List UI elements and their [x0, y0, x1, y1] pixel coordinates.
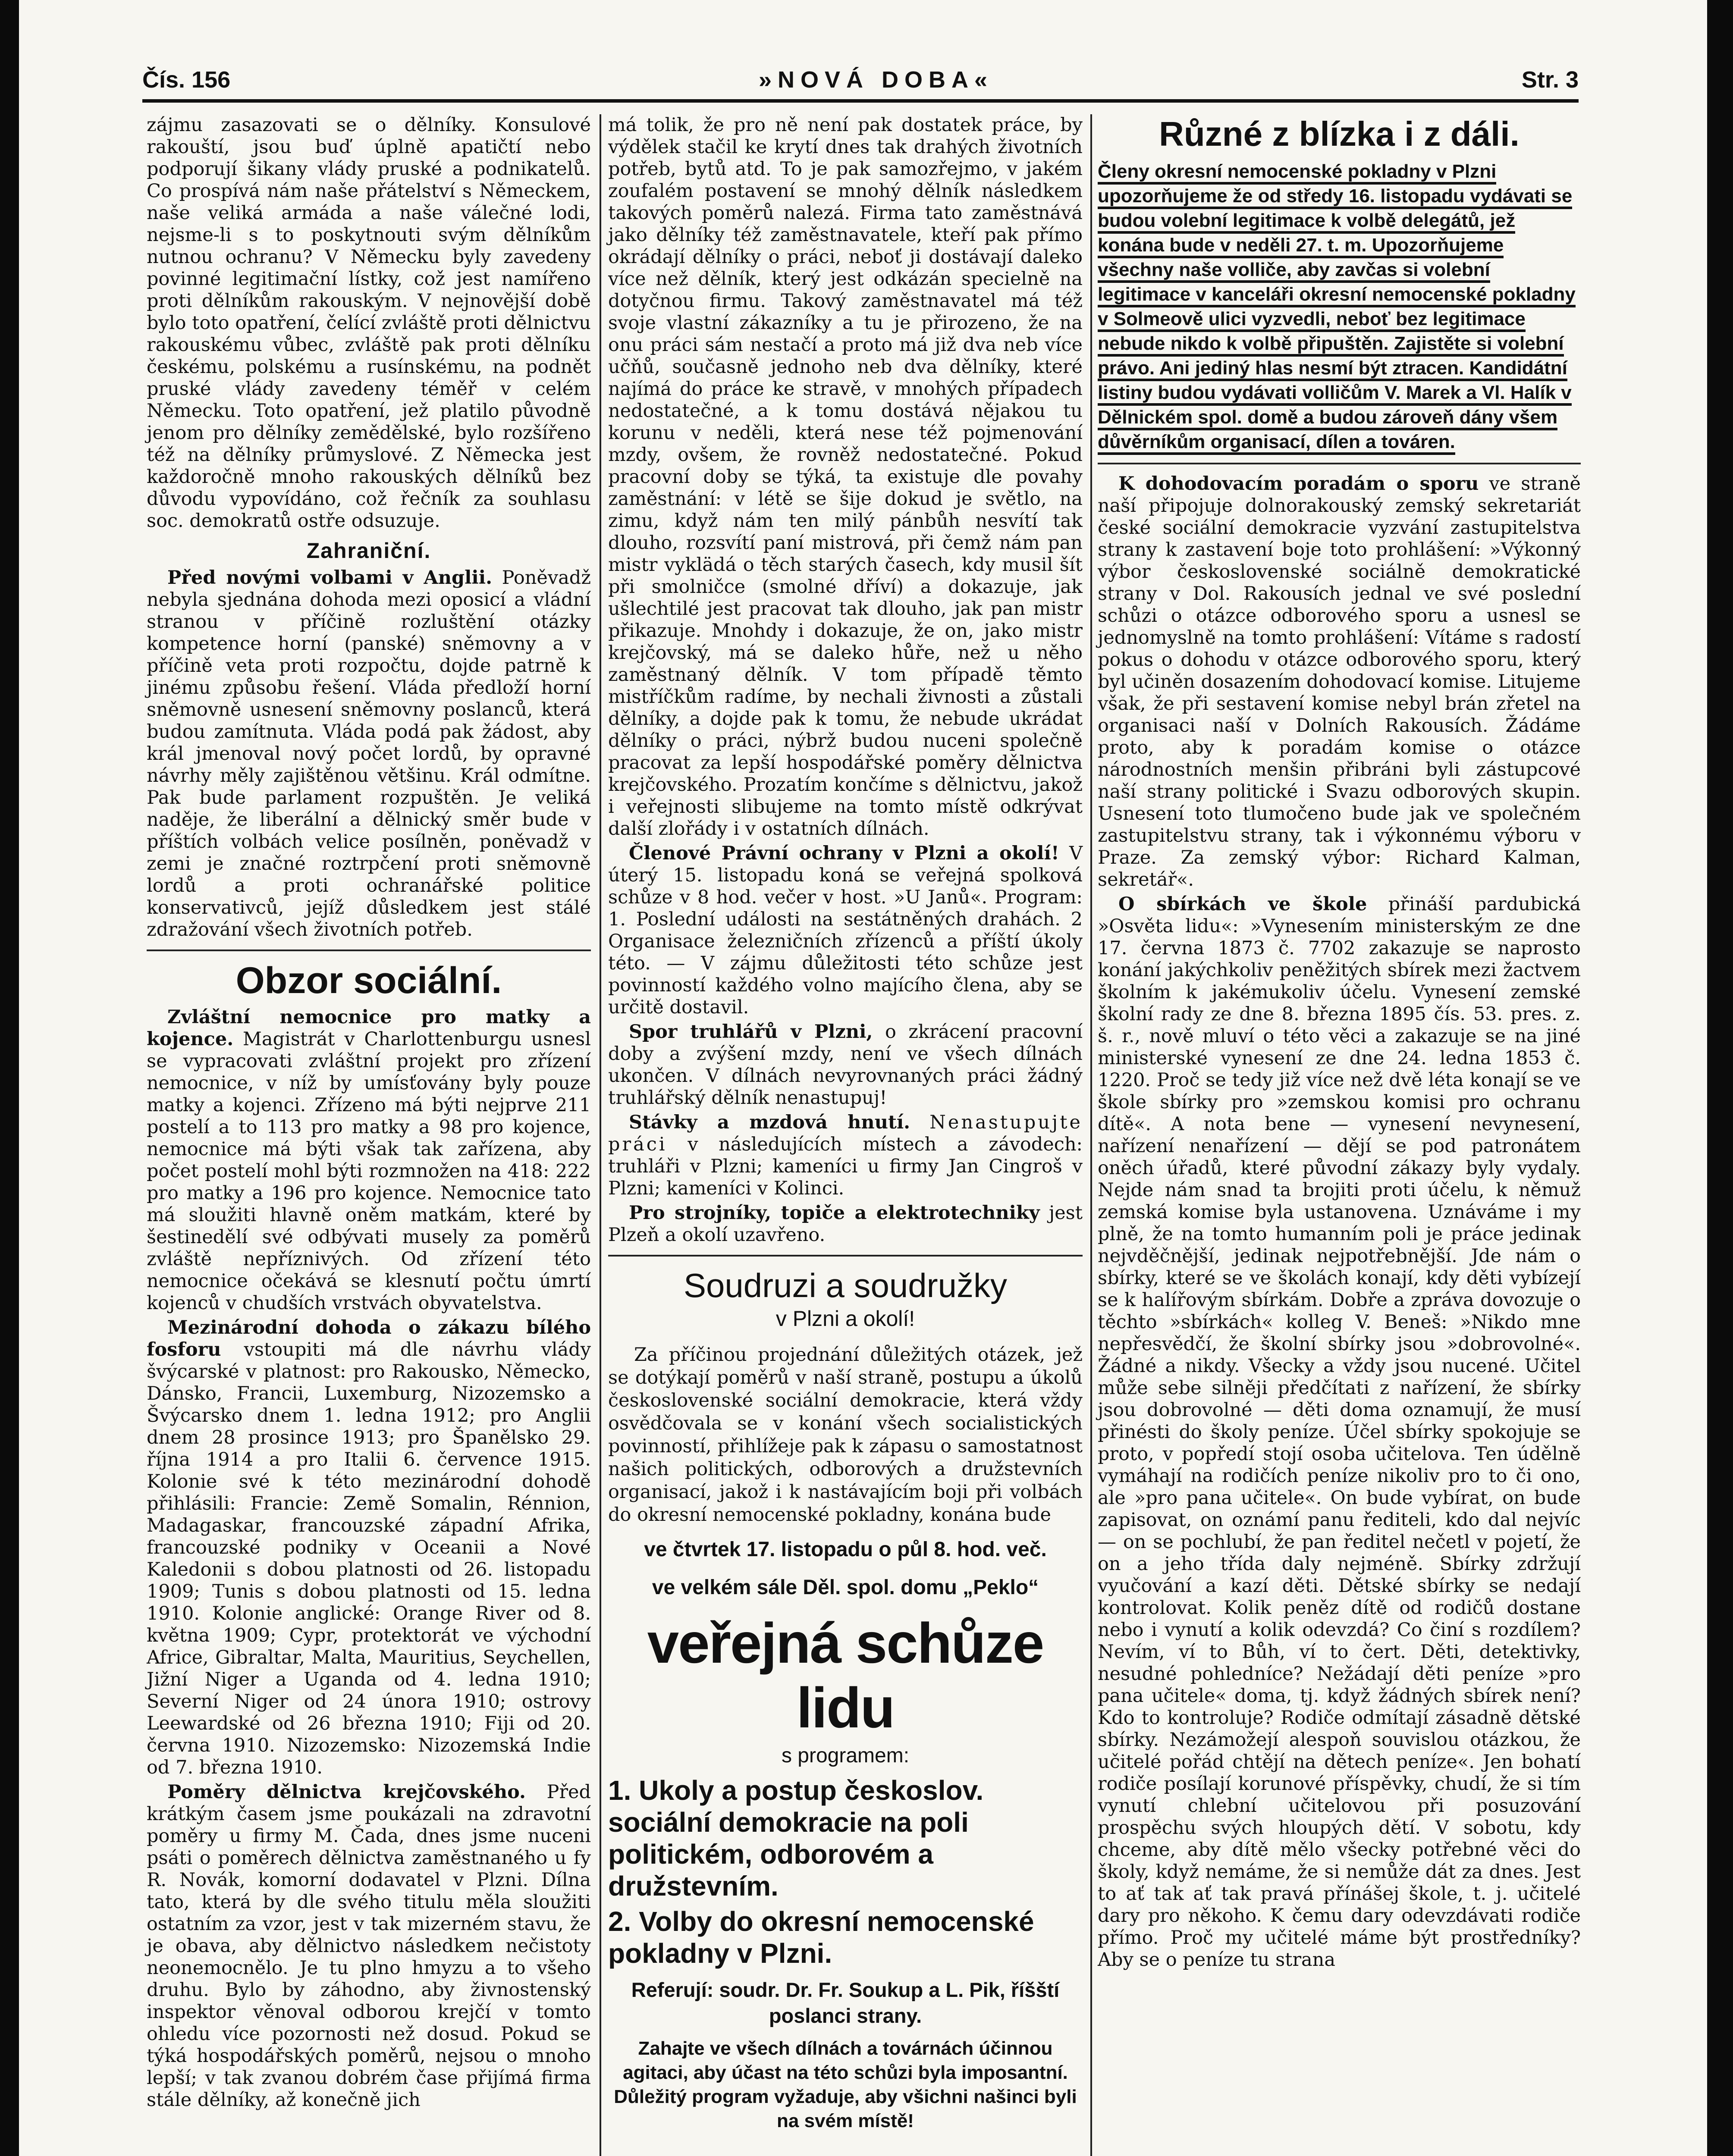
article-lead: O sbírkách ve škole — [1118, 893, 1367, 915]
ad-program-item: 1. Ukoly a postup českoslov. sociální demokracie na poli politickém, odborovém a družstevním. — [608, 1775, 984, 1902]
article-paragraph — [147, 1006, 591, 1314]
article-lead: Zvláštní nemocnice pro matky a kojence. — [147, 1006, 591, 1050]
page-side-number: Str. 3 — [1521, 67, 1579, 93]
notice-text: upozorňujeme že od středy 16. listopadu vydávati se budou volební legitimace k volbě delegátů, jež konána bude v neděli 27. t. m. Upozorňujeme všechny naše volliče, aby zavčas si volební legitimace v kanceláři okresní nemocenské pokladny v Solmeově ulici vyzvedli, neboť bez legitimace nebude nikdo k volbě připuštěn. Zajistěte si volební právo. Ani jediný hlas nesmí být ztracen. Kandidátní listiny budou vydávati volličům V. Marek a Vl. Halík v Dělnickém spol. domě a budou zároveň dány všem důvěrníkům organisací, dílen a továren. — [1098, 185, 1576, 455]
ad-body: Za příčinou projednání důležitých otázek, jež se dotýkají poměrů v naší straně, postupu a úkolů československé sociální demokracie, která vždy osvědčovala se v konání všech socialistických povinností, přihlížeje pak k zápasu o samostatnost našich politických, odborových a družstevních organisací, jakož i k nastávajícím boji při volbách do okresní nemocenské pokladny, konána bude — [608, 1344, 1083, 1526]
ad-subtitle: v Plzni a okolí! — [775, 1307, 915, 1331]
article-paragraph — [608, 1202, 1083, 1246]
article-text: ve straně naší připojuje dolnorakouský zemský sekretariát české sociální demokracie vyzvání zastupitelstva strany k zastavení boje toto prohlášení: »Výkonný výbor československé sociálně demokratické strany v Dol. Rakousích jednal ve své poslední schůzi o otázce odborového sporu a usnesl se jednomyslně na tomto prohlášení: Vítáme s radostí pokus o dohodu v otázce odborového sporu, který byl učiněn dosazením dohodovací komise. Litujeme však, že při sestavení komise nebyl brán zřetel na organisaci naší v Dolních Rakousích. Žádáme proto, aby k poradám komise o otázce národnostních menšin přibráni byli zástupcové naší strany politické i Svazu odborových skupin. Usnesení toto tlumočeno bude jak ve společném zastupitelstvu strany, tak i výkonnému výboru v Praze. Za zemský výbor: Richard Kalman, sekretář«. — [1098, 473, 1581, 890]
article-lead: Členové Právní ochrany v Plzni a okolí! — [629, 843, 1059, 864]
article-lead: Před novými volbami v Anglii. — [167, 567, 493, 589]
ad-program-label: s programem: — [781, 1744, 910, 1767]
article-lead: Pro strojníky, topiče a elektrotechniky — [629, 1202, 1040, 1224]
ad-venue: ve velkém sále Děl. spol. domu „Peklo“ — [652, 1576, 1039, 1599]
article-text: V úterý 15. listopadu koná se veřejná spolková schůze v 8 hod. večer v host. »U Janů«. Program: 1. Poslední události na sestátněných drahách. 2 Organisace železničních zřízenců a příští úkoly této. — V zájmu důležitosti této schůze jest povinností každého volno majícího člena, aby se určitě dostavil. — [608, 843, 1083, 1018]
meeting-announcement — [608, 1266, 1083, 2133]
article-paragraph: zájmu zasazovati se o dělníky. Konsulové rakouští, jsou buď úplně apatičtí nebo podporují šikany vlády pruské a podnikatelů. Co prospívá nám naše přátelství s Německem, naše veliká armáda a naše válečné lodi, nejsme-li s to poskytnouti svým dělníkům nutnou ochranu? V Německu byly zavedeny povinné legitimační lístky, což jest namířeno proti dělníkům rakouským. V nejnovější době bylo toto opatření, čelící zvláště proti dělnictvu rakouskému vůbec, zvláště pak proti dělníku českému, polskému a rusínskému, na podnět pruské vlády zavedeny téměř v celém Německu. Toto opatření, jež platilo původně jenom pro dělníky zemědělské, bylo rozšířeno též na dělníky průmyslové. Z Německa jest každoročně mnoho rakouských dělníků bez důvodu vypovídáno, což řečník za souhlasu soc. demokratů ostře odsuzuje. — [147, 114, 591, 532]
article-text: o zkrácení pracovní doby a zvýšení mzdy, není ve všech dílnách ukončen. V dílnách nevyrovnaných práci žádný truhlářský dělník nenastupuj! — [608, 1021, 1083, 1109]
page-header — [142, 65, 1579, 103]
column-divider — [1090, 114, 1092, 2156]
article-lead: Spor truhlářů v Plzni, — [629, 1021, 873, 1043]
article-lead: K dohodovacím poradám o sporu — [1118, 473, 1479, 495]
article-text: v následujících místech a závodech: truhláři v Plzni; kameníci u firmy Jan Cingroš v Plzni; kameníci v Kolinci. — [608, 1134, 1083, 1199]
article-text: Poněvadž nebyla sjednána dohoda mezi oposicí a vládní stranou v příčině rozluštění otázky kompetence horní (panské) sněmovny a v příčině veta proti rozpočtu, dojde patrně k jinému způsobu řešení. Vláda předloží horní sněmovně usnesení sněmovny poslanců, která budou zamítnuta. Vláda podá pak žádost, aby král jmenoval nový počet lordů, by opravné návrhy měly zajištěnou většinu. Král odmítne. Pak bude parlament rozpuštěn. Je veliká naděje, že liberální a dělnický směr bude v příštích volbách velice posílněn, poněvadž v zemi je značné roztrpčení proti sněmovně lordů a proti ochranářské politice konservativců, jejíž důsledkem jest stálé zdražování všech životních potřeb. — [147, 567, 591, 940]
ad-top-rule — [608, 1255, 1083, 1257]
ad-program-item: 2. Volby do okresní nemocenské pokladny v Plzni. — [608, 1906, 1034, 1969]
newspaper-title: »NOVÁ DOBA« — [758, 67, 994, 93]
section-heading-news: Různé z blízka i z dáli. — [1159, 115, 1520, 153]
article-paragraph — [608, 843, 1083, 1018]
column-1 — [147, 114, 591, 2114]
article-lead: Mezinárodní dohoda o zákazu bílého fosforu — [147, 1317, 591, 1360]
article-paragraph — [1098, 893, 1581, 1971]
section-divider — [1098, 463, 1581, 464]
ad-appeal: Zahajte ve všech dílnách a továrnách účinnou agitaci, aby účast na této schůzi byla imposantní. Důležitý program vyžaduje, aby všichni našinci byli na svém místě! — [614, 2038, 1077, 2131]
article-text: přináší pardubická »Osvěta lidu«: »Vynesením ministerským ze dne 17. června 1873 č. 7702 zakazuje se naprosto konání jakýchkoliv peněžitých sbírek mezi žactvem školním k jakémukoliv účelu. Vynesení zemské školní rady ze dne 8. března 1895 čís. 53. pres. z. š. r., nově mluví o této věci a zakazuje se na jiné ministerské vynesení ze dne 24. ledna 1853 č. 1220. Proč se tedy již více než dvě léta konají se ve škole sbírky pro »zemskou komisi pro ochranu dítě«. A nota bene — vynesení nevynesení, nařízení nenařízení — dějí se pod patronátem oněch úřadů, které původní zákazy byly vydaly. Nejde nám snad ta brojiti proti účelu, k němuž zemská komise byla ustanovena. Uznáváme i my plně, že na tomto humanním poli je práce jedinak nejvděčnější, jedinak nejpotřebnější. Jde nám o sbírky, které se ve školách konají, kdy děti vybízejí se k halířovým sbírkám. Dobře a zpráva dovozuje o těchto »sbírkách« kolleg V. Beneš: »Nikdo mne nepřesvědčí, že školní sbírky jsou »dobrovolné«. Žádné a nikdy. Všecky a vždy jsou nucené. Učitel může sebe silněji předčítati z nařízení, že sbírky jsou dobrovolné — děti doma oznamují, že musí přinésti do školy peníze. Účel sbírky spokojuje se proto, v popředí stojí osoba učitelova. Ten údělně vymáhají na rodičích peníze nikoliv pro to či ono, ale »pro pana učitele«. On bude vybírat, on bude zapisovat, on oznámí panu řediteli, kdo dal nejvíc — on se pochlubí, že pan ředitel nečetl v pojetí, že on a jeho třída daly nejméně. Sbírky zdržují vyučování a kazí děti. Dětské sbírky se nedají kontrolovat. Kolik peněz dítě od rodičů dostane nebo i vynutí a kolik odevzdá? Co činí s rozdílem? Nevím, ví to Bůh, ví to čert. Děti, detektivky, nesudné pohledníce? Nežádají děti peníze »pro pana učitele« doma, tj. když žádných sbírek není? Kdo to kontroluje? Rodiče odmítají zásadně dětské sbírky. Nezámožejí alespoň souvislou otázkou, že učitelé pořád chtějí na dětech peníze«. Jen bohatí rodiče posílají korunové příspěvky, chudí, že si tím vynutí chlební učitelovou při posuzování prospěchu svých hloupých dětí. V sobotu, kdy chceme, aby dítě mělo všecky potřebné věci do školy, když nemáme, že si nemůže dát za dnes. Jest to ať tak ať tak pravá přínášej škole, t. j. učitelé dary pro někoho. K čemu dary odevzdávati rodiče přímo. Proč my učitelé máme být prostředníky? Aby se o peníze tu strana — [1098, 893, 1581, 1971]
scan-right-edge — [1707, 0, 1733, 2156]
article-paragraph — [147, 1317, 591, 1779]
section-heading-social: Obzor sociální. — [235, 960, 502, 1001]
article-text: Před krátkým časem jsme poukázali na zdravotní poměry u firmy M. Čada, dnes jsme nuceni psáti o poměrech dělnictva zaměstnaného u fy R. Novák, komorní dodavatel v Plzni. Dílna tato, která by dle svého titulu měla sloužiti ostatním za vzor, jest v tak mizerném stavu, že je obava, aby dělnictvo následkem nečistoty neonemocnělo. Je tu plno hmyzu a to všeho druhu. Bylo by záhodno, aby živnostenský inspektor věnoval odborou krejčí v tomto ohledu více pozornosti než dosud. Pokud se týká hospodářských poměrů, nejsou o mnoho lepší; v tak zvanou dobrém čase přijímá firma stále dělníky, až konečně jich — [147, 1781, 591, 2111]
article-text: jest Plzeň a okolí uzavřeno. — [608, 1202, 1083, 1246]
column-2 — [608, 114, 1083, 2133]
article-paragraph — [608, 1112, 1083, 1200]
article-paragraph: má tolik, že pro ně není pak dostatek práce, by výdělek stačil ke krytí dnes tak drahých životních potřeb, bytů atd. To je pak samozřejmo, v jakém zoufalém postavení se mnohý dělník následkem takových poměrů nalezá. Firma tato zaměstnává jako dělníky též zaměstnavatele, kteří pak přímo okrádají dělníky o práci, neboť ji dostávají daleko více než dělník, který jest odkázán specielně na dotyčnou firmu. Takový zaměstnavatel má též svoje vlastní zákazníky a tu je přirozeno, že na onu práci sám nestačí a proto má již dva neb více učňů, současně jednoho neb dva dělníky, které najímá do práce ke stravě, v mnohých případech nedostatečné, a k tomu dostává nějakou tu korunu v neděli, která nese též pojmenování mzdy, ovšem, že rovněž nedostatečné. Pokud pracovní doby se týká, ta existuje dle povahy zaměstnání: v létě se šije dokud je světlo, na zimu, když nám ten milý pánbůh nesvítí tak dlouho, rozsvítí paní mistrová, při čemž nám pan mistr vyklädá o těch starých časech, kdy musil šít při smolničce (smolné dříví) a dokazuje, jak ušlechtilé jest pracovat tak dlouho, jak pan mistr přikazuje. Mnohdy i dokazuje, že on, jako mistr krejčovský, má se daleko hůře, než u něho zaměstnaný dělník. V tom případě těmto mistříčkům radíme, by nechali živnosti a zůstali dělníky, a dojde pak k tomu, že nebude ukrádat dělníky o práci, nýbrž budou nuceni společně pracovat za lepší hospodářské poměry dělnictva krejčovského. Prozatím končíme s dělnictvu, jakož i veřejnosti slibujeme na tomto místě odkrývat další zlořády i v ostatních dílnách. — [608, 114, 1083, 840]
ad-title: Soudruzi a soudružky — [683, 1266, 1008, 1304]
section-heading-abroad: Zahraniční. — [306, 539, 431, 563]
article-paragraph — [608, 1021, 1083, 1109]
article-text: Magistrát v Charlottenburgu usnesl se vypracovati zvláštní projekt pro zřízení nemocnice, v níž by umísťovány byly pouze matky a kojenci. Zřízeno má býti nejprve 211 postelí a to 113 pro matky a 98 pro kojence, nemocnice má býti však tak zařízena, aby počet postelí mohl býti rozmnožen na 418: 222 pro matky a 196 pro kojence. Nemocnice tato má sloužiti hlavně oněm matkám, které by šestinedělí své odbývati musely za poměrů zvláště nepříznivých. Od zřízení této nemocnice očekává se klesnutí počtu úmrtí kojenců v chudších vrstvách obyvatelstva. — [147, 1028, 591, 1314]
section-divider — [147, 950, 591, 951]
article-lead: Poměry dělnictva krejčovského. — [167, 1781, 526, 1803]
article-text: vstoupiti má dle návrhu vlády švýcarské v platnost: pro Rakousko, Německo, Dánsko, Francii, Luxemburg, Nizozemsko a Švýcarsko dnem 1. ledna 1912; pro Anglii dnem 28 prosince 1913; pro Španělsko 29. října 1914 a pro Italii 6. července 1915. Kolonie své k této mezinárodní dohodě přihlásili: Francie: Země Somalin, Rénnion, Madagaskar, francouzské západní Afrika, francouzské podniky v Oceanii a Nové Kaledonii s dobou platnosti od 26. listopadu 1909; Tunis s dobou platnosti od 15. ledna 1910. Kolonie anglické: Orange River od 8. května 1909; Cypr, protektorát ve východní Africe, Gibraltar, Malta, Mauritius, Seychellen, Jižní Niger a Uganda od 4. ledna 1910; Severní Niger od 24 února 1910; ostrovy Leewardské od 26 března 1910; Fiji od 20. června 1910. Nizozemsko: Nizozemská Indie od 7. března 1910. — [147, 1339, 591, 1778]
article-lead: Stávky a mzdová hnutí. — [629, 1112, 910, 1133]
article-emphasis: Nenastupujte práci — [608, 1112, 1083, 1155]
ad-speakers: Referují: soudr. Dr. Fr. Soukup a L. Pik, říšští poslanci strany. — [631, 1978, 1060, 2027]
ad-date: ve čtvrtek 17. listopadu o půl 8. hod. več. — [644, 1538, 1047, 1561]
article-paragraph — [147, 1781, 591, 2111]
article-paragraph — [147, 567, 591, 941]
notice-lead: Členy okresní nemocenské pokladny v Plzni — [1098, 161, 1496, 185]
ad-event-title: veřejná schůze lidu — [647, 1611, 1044, 1739]
column-3 — [1098, 114, 1581, 1974]
notice-paragraph — [1098, 159, 1581, 454]
scan-left-edge — [0, 0, 19, 2156]
article-paragraph — [1098, 473, 1581, 891]
column-divider — [600, 114, 601, 2156]
page-number: Čís. 156 — [142, 67, 231, 93]
